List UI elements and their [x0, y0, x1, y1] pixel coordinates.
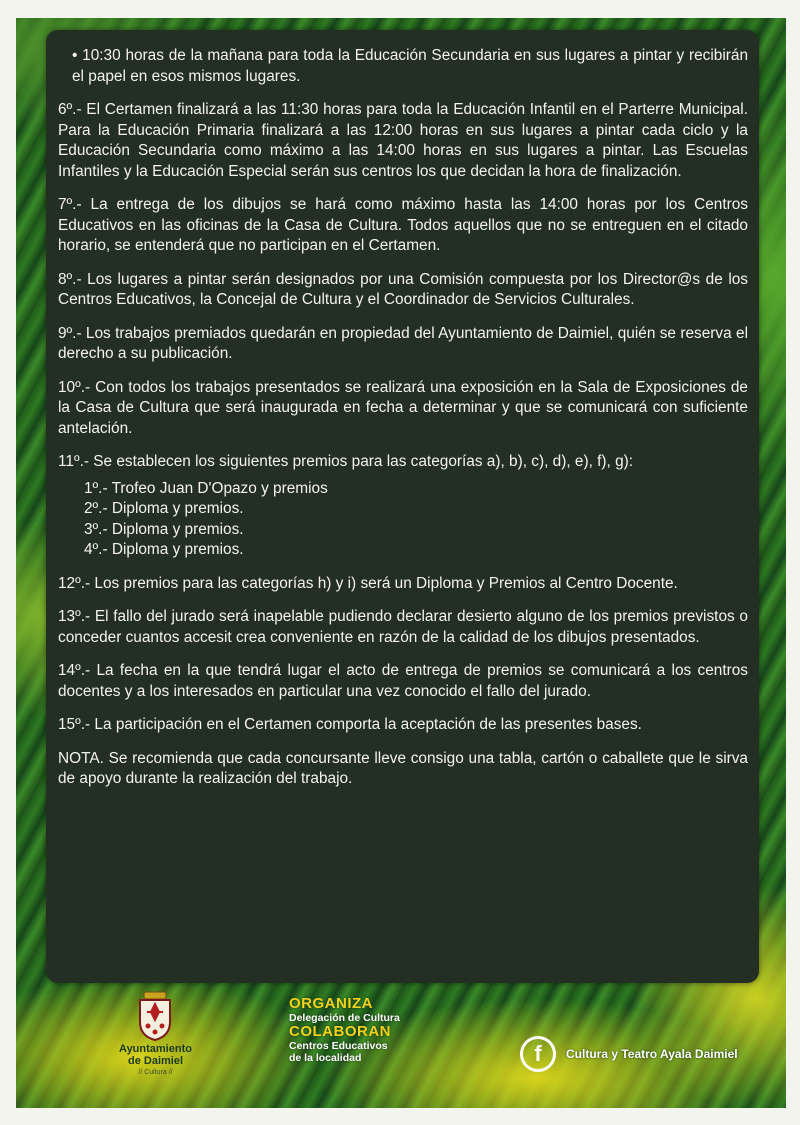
nota: NOTA. Se recomienda que cada concursante lleve consigo una tabla, cartón o caballete que le sirva de apoyo durante la realización del trabajo.: [58, 749, 748, 787]
town-line-2: de Daimiel: [127, 1055, 184, 1067]
rule-14: 14º.- La fecha en la que tendrá lugar el acto de entrega de premios se comunicará a los centros docentes y a los interesados en particular una vez conocido el fallo del jurado.: [58, 662, 748, 700]
prize-item: 1º.- Trofeo Juan D'Opazo y premios: [84, 479, 328, 497]
rule-6: 6º.- El Certamen finalizará a las 11:30 horas para toda la Educación Infantil en el Parterre Municipal. Para la Educación Primaria finalizará a las 12:00 horas en sus lugares a pintar cada ciclo y la Educación Secundaria como máximo a las 14:00 horas en sus lugares a pintar. Las Escuelas Infantiles y la Educación Especial serán sus centros los que decidan la hora de finalización.: [58, 101, 748, 180]
town-line-3: // Cultura //: [138, 1069, 173, 1076]
colaboran-sub-1: Centros Educativos: [289, 1040, 388, 1052]
organizers-block: [289, 996, 400, 1064]
rule-8: 8º.- Los lugares a pintar serán designados por una Comisión compuesta por los Director@s de los Centros Educativos, la Concejal de Cultura y el Coordinador de Servicios Culturales.: [58, 270, 748, 308]
rule-10: 10º.- Con todos los trabajos presentados se realizará una exposición en la Sala de Exposiciones de la Casa de Cultura que será inaugurada en fecha a determinar y que se comunicará con suficiente antelación.: [58, 378, 748, 437]
prize-list: [58, 479, 748, 561]
prize-item: 4º.- Diploma y premios.: [84, 541, 244, 558]
prize-item: 3º.- Diploma y premios.: [84, 520, 244, 538]
rule-15: 15º.- La participación en el Certamen comporta la aceptación de las presentes bases.: [58, 716, 642, 733]
prize-item: 2º.- Diploma y premios.: [84, 500, 244, 517]
rules-text: [58, 46, 748, 803]
rule-13: 13º.- El fallo del jurado será inapelable pudiendo declarar desierto alguno de los premios previstos o conceder cuantos accesit crea conveniente en razón de la calidad de los dibujos presentados.: [58, 608, 748, 646]
rule-9: 9º.- Los trabajos premiados quedarán en propiedad del Ayuntamiento de Daimiel, quién se reserva el derecho a su publicación.: [58, 324, 748, 362]
organiza-heading: ORGANIZA: [289, 995, 373, 1012]
town-line-1: Ayuntamiento: [119, 1043, 192, 1055]
town-hall-logo-text: [108, 1043, 203, 1079]
rule-7: 7º.- La entrega de los dibujos se hará como máximo hasta las 14:00 horas por los Centros Educativos en las oficinas de la Casa de Cultura. Todos aquellos que no se entreguen en el citado horario, se entenderá que no participan en el Certamen.: [58, 196, 748, 254]
organiza-sub: Delegación de Cultura: [289, 1012, 400, 1024]
colaboran-heading: COLABORAN: [289, 1023, 391, 1040]
coat-of-arms-icon: [135, 990, 175, 1042]
colaboran-sub-2: de la localidad: [289, 1052, 362, 1064]
schedule-bullet: • 10:30 horas de la mañana para toda la Educación Secundaria en sus lugares a pintar y recibirán el papel en esos mismos lugares.: [72, 47, 748, 85]
rule-11: 11º.- Se establecen los siguientes premios para las categorías a), b), c), d), e), f), g):: [58, 453, 634, 470]
facebook-icon[interactable]: f: [520, 1036, 556, 1072]
rule-12: 12º.- Los premios para las categorías h) y i) será un Diploma y Premios al Centro Docente.: [58, 574, 678, 592]
facebook-page-label[interactable]: Cultura y Teatro Ayala Daimiel: [566, 1047, 738, 1061]
